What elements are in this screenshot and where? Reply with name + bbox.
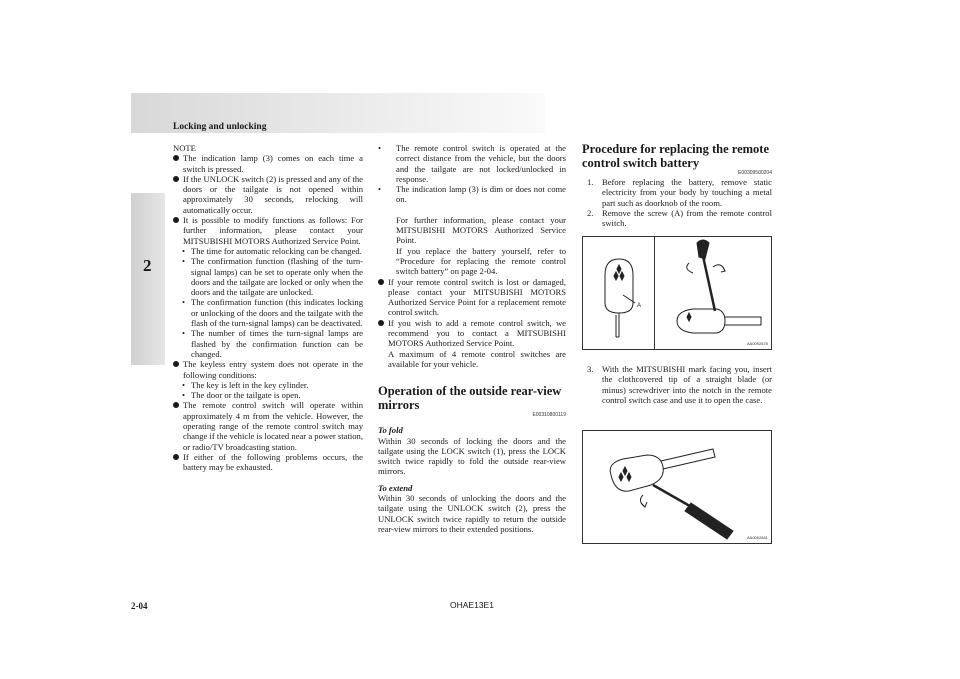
column-right-lower bbox=[582, 364, 772, 405]
step-number: 3. bbox=[587, 364, 594, 374]
info-text: If you replace the battery yourself, refer to “Procedure for replacing the remote control switch battery” on page 2-04. bbox=[396, 245, 566, 277]
subsection-title: To extend bbox=[378, 482, 413, 493]
document-code: OHAE13E1 bbox=[450, 600, 494, 610]
column-right bbox=[582, 143, 772, 228]
section-title: Procedure for replacing the remote control switch battery bbox=[582, 142, 769, 170]
body-text: Within 30 seconds of unlocking the doors and the tailgate using the UNLOCK switch (2), press the UNLOCK switch twice rapidly to return the outside rear-view mirrors to their extended positions. bbox=[378, 493, 566, 534]
note-bullet: The remote control switch will operate within approximately 4 m from the vehicle. However, the operating range of the remote control switch may change if the vehicle is located near a power station, or radio/TV broadcasting station. bbox=[173, 400, 363, 451]
note-sub-item: • The number of times the turn-signal lamps are flashed by the confirmation function can be changed. bbox=[173, 328, 363, 359]
note-bullet: The keyless entry system does not operate in the following conditions: bbox=[173, 359, 363, 380]
info-text: A maximum of 4 remote control switches are available for your vehicle. bbox=[388, 348, 566, 369]
note-sub-item: • The time for automatic relocking can be changed. bbox=[173, 246, 363, 256]
step-number: 2. bbox=[587, 207, 594, 218]
note-sub-item: • The remote control switch is operated at the correct distance from the vehicle, but the doors and the tailgate are not locked/unlocked in response. bbox=[378, 143, 566, 184]
section-code: E00310800119 bbox=[532, 412, 566, 419]
figure-remove-screw bbox=[582, 236, 772, 350]
step-number: 1. bbox=[587, 177, 594, 187]
page-number: 2-04 bbox=[131, 601, 148, 611]
step-item bbox=[582, 364, 772, 405]
figure-label-a: A bbox=[637, 303, 642, 309]
key-open-illustration bbox=[610, 449, 733, 539]
note-bullet: If either of the following problems occurs, the battery may be exhausted. bbox=[173, 452, 363, 473]
step-text: Remove the screw (A) from the remote control switch. bbox=[602, 207, 772, 229]
chapter-number: 2 bbox=[143, 256, 152, 275]
note-bullet: If your remote control switch is lost or damaged, please contact your MITSUBISHI MOTORS Authorized Service Point for a replacement remote control switch. bbox=[378, 277, 566, 318]
section-code: E00309500204 bbox=[738, 170, 772, 176]
subsection-title: To fold bbox=[378, 425, 403, 436]
body-text: Within 30 seconds of locking the doors and the tailgate using the LOCK switch (1), press the LOCK switch twice rapidly to fold the outside rear-view mirrors. bbox=[378, 435, 566, 477]
section-title: Operation of the outside rear-view mirrors bbox=[378, 384, 562, 412]
header-title: Locking and unlocking bbox=[173, 122, 267, 132]
figure-code: AA0092881 bbox=[747, 535, 768, 540]
key-side-illustration bbox=[677, 240, 761, 333]
step-text: Before replacing the battery, remove static electricity from your body by touching a metal part such as doorknob of the room. bbox=[602, 177, 772, 208]
key-front-illustration bbox=[605, 259, 635, 337]
figure-code: AA0092878 bbox=[747, 341, 768, 346]
step-item bbox=[582, 208, 772, 229]
note-sub-item: • The key is left in the key cylinder. bbox=[173, 380, 363, 390]
note-sub-item: • The confirmation function (this indicates locking or unlocking of the doors and the tailgate with the flash of the turn-signal lamps) can be deactivated. bbox=[173, 297, 363, 328]
info-text: For further information, please contact your MITSUBISHI MOTORS Authorized Service Point. bbox=[396, 214, 566, 246]
figure-open-case bbox=[582, 430, 772, 544]
note-bullet: It is possible to modify functions as follows: For further information, please contact your MITSUBISHI MOTORS Authorized Service Point. bbox=[173, 215, 363, 246]
column-left bbox=[173, 143, 363, 473]
step-text: With the MITSUBISHI mark facing you, insert the clothcovered tip of a straight blade (or minus) screwdriver into the notch in the remote control switch case and use it to open the case. bbox=[602, 364, 772, 405]
note-sub-item: • The door or the tailgate is open. bbox=[173, 390, 363, 400]
step-item bbox=[582, 177, 772, 208]
note-bullet: The indication lamp (3) comes on each time a switch is pressed. bbox=[173, 153, 363, 174]
note-bullet: If the UNLOCK switch (2) is pressed and any of the doors or the tailgate is not opened within approximately 30 seconds, relocking will automatically occur. bbox=[173, 174, 363, 215]
note-sub-item: • The indication lamp (3) is dim or does not come on. bbox=[378, 184, 566, 205]
note-label: NOTE bbox=[173, 143, 196, 153]
column-middle bbox=[378, 143, 566, 534]
chapter-tab bbox=[131, 193, 165, 365]
note-bullet: If you wish to add a remote control switch, we recommend you to contact a MITSUBISHI MOTORS Authorized Service Point. bbox=[378, 318, 566, 349]
note-sub-item: • The confirmation function (flashing of the turn-signal lamps) can be set to operate only when the doors and the tailgate are locked or only when the doors and the tailgate are unlocked. bbox=[173, 256, 363, 297]
